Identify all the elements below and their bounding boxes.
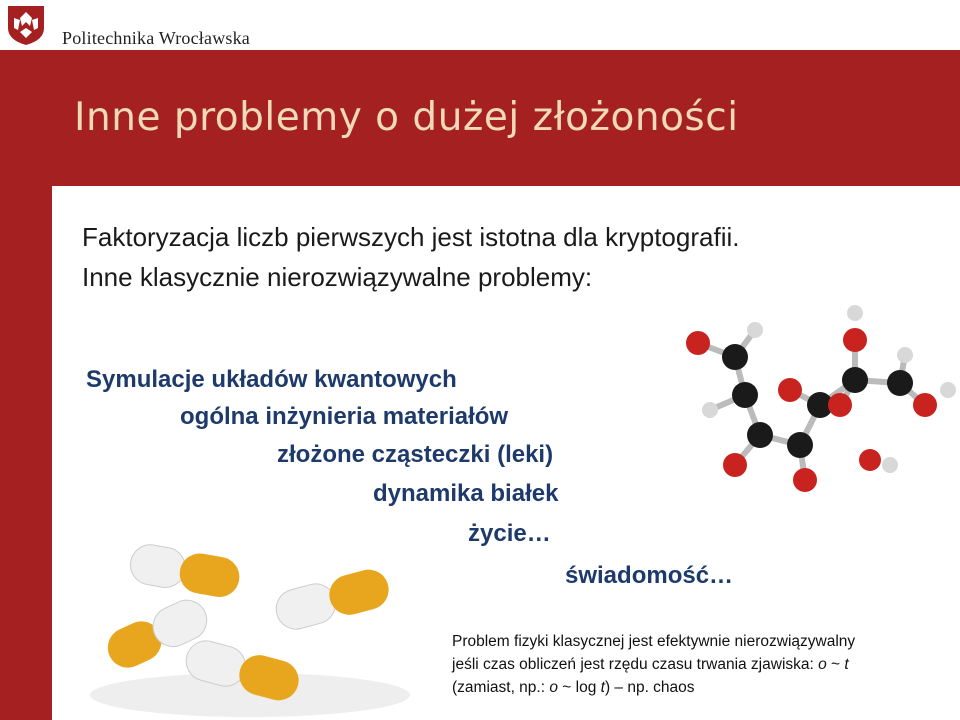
university-crest-icon bbox=[6, 4, 46, 46]
item-materialy: ogólna inżynieria materiałów bbox=[180, 403, 509, 430]
slide-title: Inne problemy o dużej złożoności bbox=[74, 95, 739, 140]
footnote bbox=[452, 630, 855, 699]
footnote-line-3: (zamiast, np.: o ~ log t) – np. chaos bbox=[452, 679, 695, 696]
footnote-line-1: Problem fizyki klasycznej jest efektywnie nierozwiązywalny bbox=[452, 633, 856, 650]
footnote-line-2: jeśli czas obliczeń jest rzędu czasu trwania zjawiska: o ~ t bbox=[452, 656, 849, 673]
molecule-model-icon bbox=[660, 295, 960, 500]
intro-line-1: Faktoryzacja liczb pierwszych jest istotna dla kryptografii. bbox=[82, 222, 740, 252]
university-name: Politechnika Wrocławska bbox=[62, 28, 250, 48]
item-bialka: dynamika białek bbox=[373, 480, 559, 507]
item-czasteczki: złożone cząsteczki (leki) bbox=[277, 441, 554, 468]
capsule-pills-icon bbox=[85, 525, 415, 720]
item-zycie: życie… bbox=[468, 520, 551, 547]
intro-line-2: Inne klasycznie nierozwiązywalne problemy: bbox=[82, 262, 593, 292]
item-swiadomosc: świadomość… bbox=[565, 562, 734, 589]
item-kwantowe: Symulacje układów kwantowych bbox=[86, 366, 457, 393]
sidebar-band bbox=[0, 50, 52, 720]
